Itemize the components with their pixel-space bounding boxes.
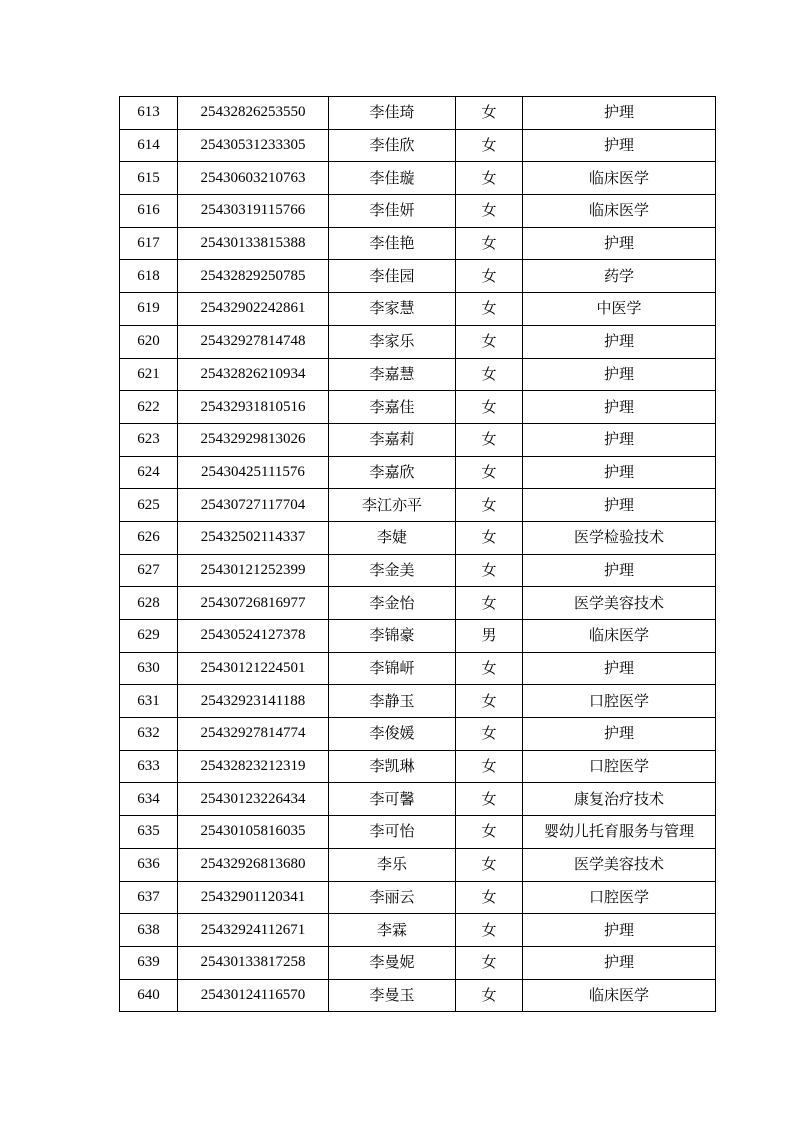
row-number-cell: 626 [120, 521, 178, 554]
gender-cell: 女 [456, 456, 523, 489]
row-number-cell: 635 [120, 816, 178, 849]
exam-id-cell: 25430727117704 [178, 489, 329, 522]
major-cell: 护理 [523, 391, 716, 424]
table-row [120, 358, 716, 391]
gender-cell: 女 [456, 848, 523, 881]
major-cell: 护理 [523, 914, 716, 947]
table-row [120, 162, 716, 195]
row-number-cell: 623 [120, 423, 178, 456]
row-number-cell: 622 [120, 391, 178, 424]
gender-cell: 女 [456, 260, 523, 293]
major-cell: 药学 [523, 260, 716, 293]
major-cell: 临床医学 [523, 195, 716, 228]
exam-id-cell: 25430425111576 [178, 456, 329, 489]
exam-id-cell: 25430121224501 [178, 652, 329, 685]
major-cell: 护理 [523, 423, 716, 456]
major-cell: 中医学 [523, 293, 716, 326]
table-row [120, 914, 716, 947]
student-name-cell: 李金怡 [329, 587, 456, 620]
gender-cell: 女 [456, 423, 523, 456]
exam-id-cell: 25430603210763 [178, 162, 329, 195]
table-row [120, 489, 716, 522]
table-row [120, 129, 716, 162]
exam-id-cell: 25432927814748 [178, 325, 329, 358]
exam-id-cell: 25432901120341 [178, 881, 329, 914]
gender-cell: 女 [456, 685, 523, 718]
exam-id-cell: 25432926813680 [178, 848, 329, 881]
row-number-cell: 640 [120, 979, 178, 1012]
table-row [120, 325, 716, 358]
student-name-cell: 李佳欣 [329, 129, 456, 162]
major-cell: 护理 [523, 554, 716, 587]
gender-cell: 女 [456, 195, 523, 228]
table-row [120, 685, 716, 718]
student-name-cell: 李佳园 [329, 260, 456, 293]
gender-cell: 女 [456, 979, 523, 1012]
gender-cell: 女 [456, 293, 523, 326]
table-row [120, 979, 716, 1012]
gender-cell: 女 [456, 521, 523, 554]
student-name-cell: 李可怡 [329, 816, 456, 849]
table-row [120, 293, 716, 326]
gender-cell: 女 [456, 946, 523, 979]
exam-id-cell: 25430121252399 [178, 554, 329, 587]
row-number-cell: 637 [120, 881, 178, 914]
gender-cell: 女 [456, 881, 523, 914]
table-row [120, 652, 716, 685]
row-number-cell: 628 [120, 587, 178, 620]
exam-id-cell: 25432826253550 [178, 97, 329, 130]
row-number-cell: 620 [120, 325, 178, 358]
table-row [120, 620, 716, 653]
major-cell: 护理 [523, 456, 716, 489]
row-number-cell: 618 [120, 260, 178, 293]
gender-cell: 女 [456, 750, 523, 783]
major-cell: 口腔医学 [523, 685, 716, 718]
row-number-cell: 627 [120, 554, 178, 587]
major-cell: 护理 [523, 325, 716, 358]
table-row [120, 718, 716, 751]
exam-id-cell: 25432826210934 [178, 358, 329, 391]
row-number-cell: 617 [120, 227, 178, 260]
gender-cell: 女 [456, 227, 523, 260]
exam-id-cell: 25430105816035 [178, 816, 329, 849]
exam-id-cell: 25430319115766 [178, 195, 329, 228]
table-row [120, 946, 716, 979]
student-name-cell: 李锦岍 [329, 652, 456, 685]
student-name-cell: 李丽云 [329, 881, 456, 914]
row-number-cell: 613 [120, 97, 178, 130]
table-row [120, 521, 716, 554]
exam-id-cell: 25430133817258 [178, 946, 329, 979]
row-number-cell: 621 [120, 358, 178, 391]
student-name-cell: 李嘉慧 [329, 358, 456, 391]
student-name-cell: 李嘉欣 [329, 456, 456, 489]
exam-id-cell: 25432829250785 [178, 260, 329, 293]
major-cell: 医学美容技术 [523, 587, 716, 620]
exam-id-cell: 25432931810516 [178, 391, 329, 424]
student-name-cell: 李金美 [329, 554, 456, 587]
student-name-cell: 李霖 [329, 914, 456, 947]
student-name-cell: 李婕 [329, 521, 456, 554]
student-name-cell: 李可馨 [329, 783, 456, 816]
gender-cell: 女 [456, 554, 523, 587]
major-cell: 口腔医学 [523, 881, 716, 914]
student-name-cell: 李家乐 [329, 325, 456, 358]
student-name-cell: 李凯琳 [329, 750, 456, 783]
gender-cell: 女 [456, 358, 523, 391]
student-name-cell: 李佳艳 [329, 227, 456, 260]
student-name-cell: 李佳璇 [329, 162, 456, 195]
student-name-cell: 李佳琦 [329, 97, 456, 130]
table-row [120, 554, 716, 587]
exam-id-cell: 25430524127378 [178, 620, 329, 653]
major-cell: 婴幼儿托育服务与管理 [523, 816, 716, 849]
row-number-cell: 634 [120, 783, 178, 816]
student-name-cell: 李家慧 [329, 293, 456, 326]
student-name-cell: 李嘉莉 [329, 423, 456, 456]
row-number-cell: 615 [120, 162, 178, 195]
major-cell: 护理 [523, 718, 716, 751]
exam-id-cell: 25430133815388 [178, 227, 329, 260]
table-row [120, 881, 716, 914]
student-name-cell: 李曼玉 [329, 979, 456, 1012]
major-cell: 护理 [523, 652, 716, 685]
gender-cell: 男 [456, 620, 523, 653]
exam-id-cell: 25430124116570 [178, 979, 329, 1012]
student-name-cell: 李嘉佳 [329, 391, 456, 424]
row-number-cell: 624 [120, 456, 178, 489]
gender-cell: 女 [456, 97, 523, 130]
major-cell: 临床医学 [523, 162, 716, 195]
exam-id-cell: 25430726816977 [178, 587, 329, 620]
gender-cell: 女 [456, 325, 523, 358]
gender-cell: 女 [456, 783, 523, 816]
table-row [120, 227, 716, 260]
major-cell: 护理 [523, 358, 716, 391]
gender-cell: 女 [456, 391, 523, 424]
major-cell: 康复治疗技术 [523, 783, 716, 816]
student-name-cell: 李佳妍 [329, 195, 456, 228]
exam-id-cell: 25430123226434 [178, 783, 329, 816]
row-number-cell: 614 [120, 129, 178, 162]
exam-id-cell: 25432929813026 [178, 423, 329, 456]
major-cell: 口腔医学 [523, 750, 716, 783]
table-row [120, 195, 716, 228]
gender-cell: 女 [456, 718, 523, 751]
gender-cell: 女 [456, 652, 523, 685]
exam-id-cell: 25430531233305 [178, 129, 329, 162]
row-number-cell: 638 [120, 914, 178, 947]
student-name-cell: 李曼妮 [329, 946, 456, 979]
gender-cell: 女 [456, 129, 523, 162]
major-cell: 护理 [523, 946, 716, 979]
row-number-cell: 633 [120, 750, 178, 783]
table-row [120, 750, 716, 783]
row-number-cell: 631 [120, 685, 178, 718]
major-cell: 护理 [523, 97, 716, 130]
row-number-cell: 616 [120, 195, 178, 228]
table-row [120, 587, 716, 620]
gender-cell: 女 [456, 587, 523, 620]
student-name-cell: 李江亦平 [329, 489, 456, 522]
exam-id-cell: 25432902242861 [178, 293, 329, 326]
gender-cell: 女 [456, 816, 523, 849]
major-cell: 医学检验技术 [523, 521, 716, 554]
roster-table [119, 96, 716, 1012]
row-number-cell: 632 [120, 718, 178, 751]
exam-id-cell: 25432927814774 [178, 718, 329, 751]
student-name-cell: 李静玉 [329, 685, 456, 718]
table-row [120, 456, 716, 489]
row-number-cell: 619 [120, 293, 178, 326]
student-name-cell: 李俊媛 [329, 718, 456, 751]
gender-cell: 女 [456, 489, 523, 522]
exam-id-cell: 25432923141188 [178, 685, 329, 718]
exam-id-cell: 25432924112671 [178, 914, 329, 947]
row-number-cell: 639 [120, 946, 178, 979]
table-row [120, 391, 716, 424]
row-number-cell: 636 [120, 848, 178, 881]
table-row [120, 423, 716, 456]
gender-cell: 女 [456, 914, 523, 947]
row-number-cell: 629 [120, 620, 178, 653]
row-number-cell: 625 [120, 489, 178, 522]
table-row [120, 848, 716, 881]
exam-id-cell: 25432502114337 [178, 521, 329, 554]
exam-id-cell: 25432823212319 [178, 750, 329, 783]
major-cell: 护理 [523, 489, 716, 522]
major-cell: 护理 [523, 227, 716, 260]
gender-cell: 女 [456, 162, 523, 195]
major-cell: 临床医学 [523, 979, 716, 1012]
row-number-cell: 630 [120, 652, 178, 685]
table-row [120, 260, 716, 293]
student-name-cell: 李锦豪 [329, 620, 456, 653]
table-row [120, 783, 716, 816]
roster-body [120, 97, 716, 1012]
table-row [120, 97, 716, 130]
major-cell: 护理 [523, 129, 716, 162]
student-name-cell: 李乐 [329, 848, 456, 881]
major-cell: 临床医学 [523, 620, 716, 653]
major-cell: 医学美容技术 [523, 848, 716, 881]
table-row [120, 816, 716, 849]
